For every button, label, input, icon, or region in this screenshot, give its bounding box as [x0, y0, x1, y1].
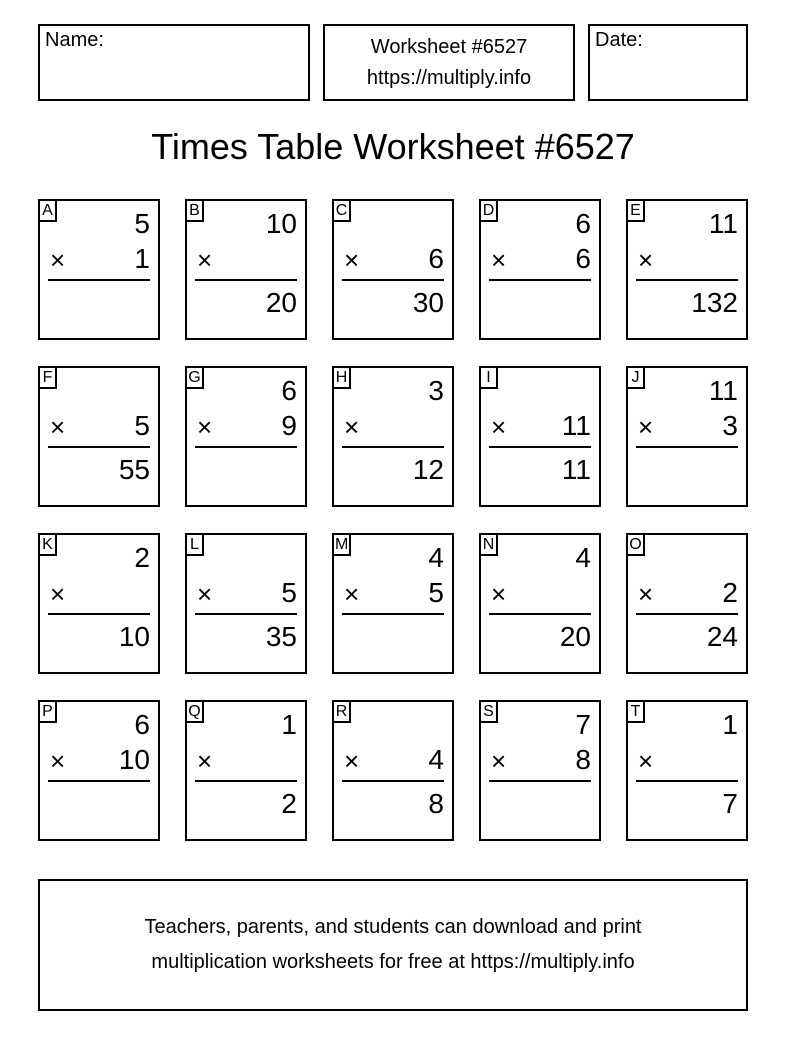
times-sign: ×	[344, 245, 360, 275]
date-label: Date:	[595, 29, 643, 51]
problem-card	[479, 533, 601, 674]
times-sign: ×	[491, 412, 507, 442]
problem-card	[185, 366, 307, 507]
product: 20	[559, 621, 591, 652]
page-title: Times Table Worksheet #6527	[151, 126, 635, 167]
product: 30	[412, 287, 444, 318]
problem-letter: F	[38, 366, 57, 389]
times-sign: ×	[197, 746, 213, 776]
multiplicand: 11	[708, 375, 738, 406]
answer-line	[48, 446, 150, 448]
problem-letter: O	[626, 533, 645, 556]
problem-letter: H	[332, 366, 351, 389]
problem-letter: D	[479, 199, 498, 222]
problem-card	[38, 700, 160, 841]
times-sign: ×	[197, 412, 213, 442]
problem-letter: S	[479, 700, 498, 723]
answer-line	[636, 613, 738, 615]
multiplier: 3	[722, 410, 738, 441]
worksheet-url: https://multiply.info	[366, 67, 532, 89]
multiplier: 10	[118, 744, 150, 775]
problem-letter: K	[38, 533, 57, 556]
times-sign: ×	[344, 579, 360, 609]
answer-line	[636, 780, 738, 782]
times-sign: ×	[491, 746, 507, 776]
times-sign: ×	[638, 746, 654, 776]
times-sign: ×	[197, 245, 213, 275]
answer-line	[195, 613, 297, 615]
footer-line-2: multiplication worksheets for free at https://multiply.info	[151, 951, 635, 973]
product: 12	[412, 454, 444, 485]
problem-card	[332, 533, 454, 674]
problem-card	[479, 199, 601, 340]
problem-card	[185, 199, 307, 340]
footer-box	[38, 879, 748, 1011]
problem-card	[332, 700, 454, 841]
answer-line	[342, 780, 444, 782]
worksheet-info-box	[323, 24, 575, 101]
answer-line	[489, 446, 591, 448]
multiplier: 6	[428, 243, 444, 274]
answer-line	[342, 613, 444, 615]
answer-line	[195, 279, 297, 281]
answer-line	[636, 446, 738, 448]
multiplier: 1	[134, 243, 150, 274]
problem-letter: J	[626, 366, 645, 389]
times-sign: ×	[638, 412, 654, 442]
date-field-box	[588, 24, 748, 101]
times-sign: ×	[50, 746, 66, 776]
multiplicand: 4	[575, 542, 591, 573]
multiplier: 2	[722, 577, 738, 608]
problem-card	[185, 700, 307, 841]
problem-card	[626, 700, 748, 841]
problem-letter: N	[479, 533, 498, 556]
multiplier: 4	[428, 744, 444, 775]
times-sign: ×	[344, 412, 360, 442]
multiplier: 9	[281, 410, 297, 441]
problem-card	[332, 199, 454, 340]
answer-line	[489, 279, 591, 281]
multiplicand: 10	[265, 208, 297, 239]
times-sign: ×	[344, 746, 360, 776]
worksheet-number: Worksheet #6527	[370, 36, 528, 58]
problem-letter: B	[185, 199, 204, 222]
answer-line	[489, 613, 591, 615]
product: 2	[281, 788, 297, 819]
answer-line	[48, 780, 150, 782]
name-field-box	[38, 24, 310, 101]
problem-card	[38, 366, 160, 507]
multiplier: 5	[428, 577, 444, 608]
multiplier: 6	[575, 243, 591, 274]
problem-letter: M	[332, 533, 351, 556]
problem-card	[38, 199, 160, 340]
product: 7	[722, 788, 738, 819]
multiplicand: 3	[428, 375, 444, 406]
product: 55	[118, 454, 150, 485]
problem-letter: R	[332, 700, 351, 723]
product: 24	[706, 621, 738, 652]
product: 11	[561, 454, 591, 485]
product: 35	[265, 621, 297, 652]
multiplicand: 11	[708, 208, 738, 239]
problem-card	[626, 533, 748, 674]
answer-line	[636, 279, 738, 281]
product: 20	[265, 287, 297, 318]
problem-card	[479, 700, 601, 841]
times-sign: ×	[491, 579, 507, 609]
answer-line	[195, 780, 297, 782]
problem-letter: Q	[185, 700, 204, 723]
problem-letter: L	[185, 533, 204, 556]
times-sign: ×	[638, 245, 654, 275]
multiplier: 8	[575, 744, 591, 775]
problem-letter: G	[185, 366, 204, 389]
multiplier: 5	[134, 410, 150, 441]
times-sign: ×	[50, 579, 66, 609]
multiplicand: 5	[134, 208, 150, 239]
multiplicand: 2	[134, 542, 150, 573]
multiplicand: 4	[428, 542, 444, 573]
problem-letter: C	[332, 199, 351, 222]
problem-card	[332, 366, 454, 507]
answer-line	[195, 446, 297, 448]
answer-line	[48, 613, 150, 615]
problem-card	[626, 366, 748, 507]
multiplicand: 1	[722, 709, 738, 740]
answer-line	[342, 446, 444, 448]
multiplier: 5	[281, 577, 297, 608]
problem-letter: P	[38, 700, 57, 723]
problem-letter: E	[626, 199, 645, 222]
multiplicand: 1	[281, 709, 297, 740]
product: 10	[118, 621, 150, 652]
footer-line-1: Teachers, parents, and students can download and print	[144, 916, 642, 938]
multiplicand: 6	[575, 208, 591, 239]
answer-line	[48, 279, 150, 281]
answer-line	[489, 780, 591, 782]
problem-letter: A	[38, 199, 57, 222]
multiplicand: 6	[281, 375, 297, 406]
product: 132	[691, 287, 738, 318]
multiplier: 11	[561, 410, 591, 441]
times-sign: ×	[197, 579, 213, 609]
name-label: Name:	[45, 29, 104, 51]
answer-line	[342, 279, 444, 281]
problem-card	[479, 366, 601, 507]
problem-card	[185, 533, 307, 674]
product: 8	[428, 788, 444, 819]
problem-letter: T	[626, 700, 645, 723]
multiplicand: 6	[134, 709, 150, 740]
problem-letter: I	[479, 366, 498, 389]
problem-card	[626, 199, 748, 340]
times-sign: ×	[50, 412, 66, 442]
multiplicand: 7	[575, 709, 591, 740]
problem-card	[38, 533, 160, 674]
times-sign: ×	[638, 579, 654, 609]
times-sign: ×	[50, 245, 66, 275]
times-sign: ×	[491, 245, 507, 275]
